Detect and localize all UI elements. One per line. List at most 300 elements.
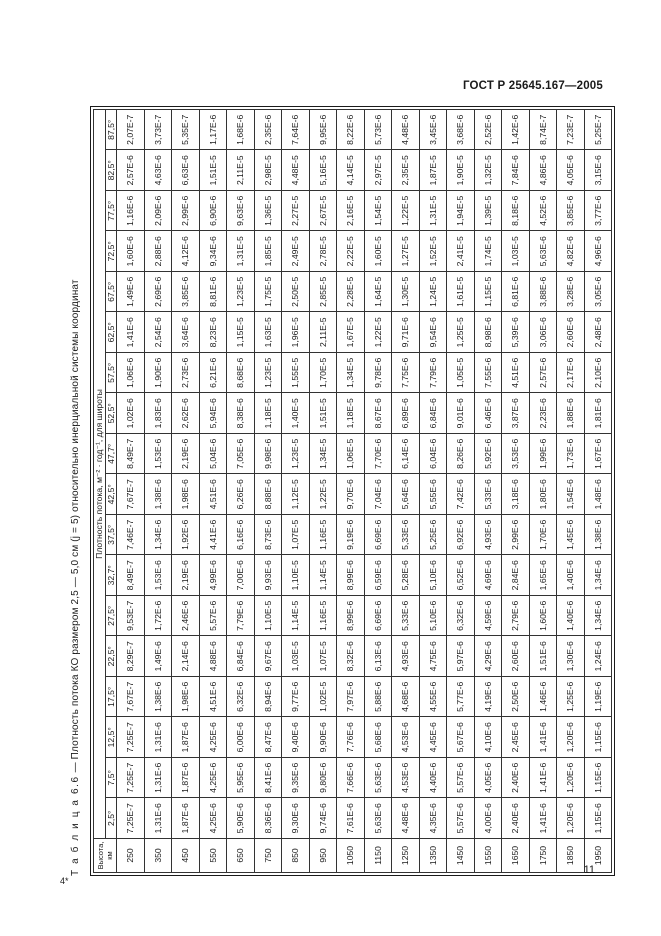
flux-cell: 4,99E-6 [199, 555, 227, 596]
flux-cell: 8,73E-6 [254, 515, 282, 556]
flux-cell: 1,55E-5 [282, 353, 310, 394]
flux-cell: 1,16E-6 [117, 191, 145, 232]
flux-cell: 1,88E-6 [557, 393, 585, 434]
flux-cell: 8,99E-6 [337, 555, 365, 596]
flux-cell: 7,23E-7 [557, 110, 585, 151]
flux-cell: 5,10E-6 [419, 555, 447, 596]
flux-cell: 9,35E-6 [282, 758, 310, 799]
flux-cell: 1,87E-5 [419, 150, 447, 191]
flux-cell: 2,98E-5 [254, 150, 282, 191]
flux-cell: 2,57E-6 [529, 353, 557, 394]
flux-cell: 7,67E-7 [117, 474, 145, 515]
flux-cell: 5,33E-6 [474, 474, 502, 515]
flux-cell: 1,20E-6 [557, 758, 585, 799]
flux-cell: 1,61E-5 [447, 272, 475, 313]
flux-cell: 9,40E-6 [282, 717, 310, 758]
flux-cell: 1,51E-6 [529, 636, 557, 677]
flux-cell: 9,95E-6 [309, 110, 337, 151]
flux-cell: 5,64E-6 [392, 474, 420, 515]
flux-cell: 4,25E-6 [199, 798, 227, 839]
flux-cell: 1,20E-6 [557, 798, 585, 839]
flux-cell: 7,05E-6 [227, 434, 255, 475]
flux-cell: 2,17E-6 [557, 353, 585, 394]
flux-cell: 8,88E-6 [254, 474, 282, 515]
flux-cell: 4,86E-6 [529, 150, 557, 191]
flux-cell: 2,10E-6 [584, 353, 612, 394]
flux-cell: 1,31E-5 [419, 191, 447, 232]
flux-cell: 6,13E-6 [364, 636, 392, 677]
flux-cell: 2,54E-6 [144, 312, 172, 353]
flux-cell: 1,03E-5 [282, 636, 310, 677]
table-frame [90, 106, 615, 876]
flux-cell: 1,42E-6 [502, 110, 530, 151]
flux-cell: 1,16E-5 [309, 596, 337, 637]
flux-cell: 2,52E-6 [474, 110, 502, 151]
flux-cell: 1,06E-6 [117, 353, 145, 394]
flux-cell: 4,51E-6 [199, 474, 227, 515]
flux-cell: 9,90E-6 [309, 717, 337, 758]
flux-cell: 5,63E-6 [529, 231, 557, 272]
flux-cell: 2,60E-6 [557, 312, 585, 353]
flux-cell: 1,31E-5 [227, 231, 255, 272]
flux-cell: 1,25E-5 [447, 312, 475, 353]
flux-cell: 1,87E-6 [172, 717, 200, 758]
flux-cell: 1,34E-5 [309, 434, 337, 475]
table-row [199, 110, 227, 873]
flux-cell: 5,97E-6 [447, 636, 475, 677]
table-row [474, 110, 502, 873]
flux-cell: 9,67E-6 [254, 636, 282, 677]
table-row [254, 110, 282, 873]
flux-cell: 4,48E-5 [282, 150, 310, 191]
height-cell: 1750 [529, 839, 557, 873]
flux-cell: 1,40E-6 [557, 596, 585, 637]
flux-cell: 3,05E-6 [584, 272, 612, 313]
flux-cell: 5,10E-6 [419, 596, 447, 637]
height-header [94, 839, 117, 873]
flux-cell: 1,30E-5 [392, 272, 420, 313]
flux-cell: 1,22E-5 [392, 191, 420, 232]
flux-cell: 3,87E-6 [502, 393, 530, 434]
flux-cell: 1,39E-5 [474, 191, 502, 232]
flux-cell: 4,68E-6 [392, 677, 420, 718]
flux-cell: 1,40E-6 [557, 555, 585, 596]
flux-cell: 4,82E-6 [557, 231, 585, 272]
flux-cell: 1,51E-5 [309, 393, 337, 434]
flux-cell: 1,45E-6 [557, 515, 585, 556]
flux-cell: 5,35E-7 [172, 110, 200, 151]
height-cell: 650 [227, 839, 255, 873]
flux-cell: 8,41E-6 [254, 758, 282, 799]
flux-cell: 8,26E-6 [447, 434, 475, 475]
flux-cell: 8,67E-6 [364, 393, 392, 434]
flux-cell: 1,52E-5 [419, 231, 447, 272]
flux-cell: 3,53E-6 [502, 434, 530, 475]
flux-cell: 1,17E-6 [199, 110, 227, 151]
flux-cell: 5,57E-6 [447, 798, 475, 839]
header-row-top [94, 110, 106, 873]
flux-cell: 1,10E-5 [282, 555, 310, 596]
flux-cell: 2,35E-5 [392, 150, 420, 191]
flux-cell: 9,77E-6 [282, 677, 310, 718]
flux-cell: 1,23E-5 [227, 272, 255, 313]
latitude-header: 17,5° [106, 677, 117, 718]
flux-cell: 8,32E-6 [337, 636, 365, 677]
flux-cell: 9,54E-6 [419, 312, 447, 353]
flux-cell: 1,16E-5 [309, 515, 337, 556]
flux-cell: 1,31E-6 [144, 717, 172, 758]
flux-cell: 1,34E-6 [144, 515, 172, 556]
table-row [144, 110, 172, 873]
flux-cell: 1,99E-6 [529, 434, 557, 475]
flux-cell: 7,04E-6 [364, 474, 392, 515]
flux-cell: 1,23E-5 [254, 353, 282, 394]
flux-cell: 3,15E-6 [584, 150, 612, 191]
flux-cell: 2,48E-6 [584, 312, 612, 353]
flux-cell: 2,88E-6 [144, 231, 172, 272]
table-body [117, 110, 612, 873]
flux-cell: 1,49E-6 [144, 636, 172, 677]
flux-cell: 1,10E-5 [254, 596, 282, 637]
flux-cell: 8,98E-6 [474, 312, 502, 353]
height-cell: 1250 [392, 839, 420, 873]
flux-cell: 6,89E-6 [392, 393, 420, 434]
flux-cell: 1,07E-5 [282, 515, 310, 556]
latitude-header: 32,7° [106, 555, 117, 596]
flux-cell: 4,53E-6 [392, 758, 420, 799]
flux-cell: 5,67E-6 [447, 717, 475, 758]
height-cell: 750 [254, 839, 282, 873]
flux-cell: 2,62E-6 [172, 393, 200, 434]
flux-cell: 5,57E-6 [199, 596, 227, 637]
flux-cell: 1,75E-5 [254, 272, 282, 313]
table-caption-text: — Плотность потока КО размером 2,5 — 5,0 см (j = 5) относительно инерциальной системы координат [70, 279, 81, 776]
flux-cell: 1,23E-5 [282, 434, 310, 475]
flux-cell: 1,34E-6 [584, 596, 612, 637]
flux-cell: 1,60E-6 [117, 231, 145, 272]
flux-cell: 1,67E-5 [337, 312, 365, 353]
flux-cell: 4,14E-5 [337, 150, 365, 191]
flux-cell: 1,90E-6 [144, 353, 172, 394]
flux-cell: 2,19E-6 [172, 555, 200, 596]
table-row [584, 110, 612, 873]
flux-cell: 8,94E-6 [254, 677, 282, 718]
flux-cell: 1,31E-6 [144, 758, 172, 799]
flux-cell: 1,12E-5 [282, 474, 310, 515]
table-row [364, 110, 392, 873]
flux-cell: 1,41E-6 [529, 758, 557, 799]
flux-cell: 4,41E-6 [199, 515, 227, 556]
flux-cell: 6,81E-6 [502, 272, 530, 313]
latitude-header: 52,5° [106, 393, 117, 434]
flux-cell: 9,01E-6 [447, 393, 475, 434]
flux-cell: 8,68E-6 [227, 353, 255, 394]
flux-cell: 1,15E-6 [584, 717, 612, 758]
flux-cell: 2,14E-6 [172, 636, 200, 677]
flux-cell: 3,73E-7 [144, 110, 172, 151]
flux-cell: 1,53E-6 [144, 555, 172, 596]
height-cell: 1150 [364, 839, 392, 873]
flux-cell: 6,26E-6 [227, 474, 255, 515]
flux-cell: 5,73E-6 [364, 110, 392, 151]
flux-cell: 1,34E-6 [584, 555, 612, 596]
flux-cell: 1,40E-5 [282, 393, 310, 434]
flux-cell: 1,70E-6 [529, 515, 557, 556]
flux-cell: 2,28E-5 [337, 272, 365, 313]
flux-cell: 2,69E-6 [144, 272, 172, 313]
flux-cell: 2,49E-5 [282, 231, 310, 272]
table-caption [70, 279, 81, 876]
flux-cell: 6,69E-6 [364, 596, 392, 637]
flux-cell: 5,33E-6 [392, 596, 420, 637]
flux-cell: 1,68E-6 [227, 110, 255, 151]
table-row [282, 110, 310, 873]
flux-cell: 5,94E-6 [199, 393, 227, 434]
flux-cell: 2,60E-6 [502, 636, 530, 677]
flux-cell: 4,51E-6 [502, 353, 530, 394]
flux-cell: 2,11E-5 [227, 150, 255, 191]
latitude-header: 2,5° [106, 798, 117, 839]
flux-cell: 6,69E-6 [364, 515, 392, 556]
flux-cell: 9,71E-6 [392, 312, 420, 353]
flux-cell: 7,61E-6 [337, 798, 365, 839]
flux-cell: 8,22E-6 [337, 110, 365, 151]
flux-cell: 6,04E-6 [419, 434, 447, 475]
flux-cell: 8,18E-6 [502, 191, 530, 232]
height-cell: 1550 [474, 839, 502, 873]
flux-cell: 8,74E-7 [529, 110, 557, 151]
flux-cell: 4,55E-6 [419, 677, 447, 718]
flux-cell: 1,36E-5 [254, 191, 282, 232]
flux-cell: 1,38E-6 [144, 677, 172, 718]
flux-cell: 2,85E-5 [309, 272, 337, 313]
flux-cell: 6,16E-6 [227, 515, 255, 556]
flux-cell: 7,42E-6 [447, 474, 475, 515]
flux-cell: 1,24E-5 [419, 272, 447, 313]
flux-cell: 8,29E-7 [117, 636, 145, 677]
flux-cell: 7,25E-7 [117, 717, 145, 758]
flux-cell: 8,36E-6 [254, 798, 282, 839]
flux-cell: 1,60E-6 [529, 596, 557, 637]
flux-cell: 6,63E-6 [172, 150, 200, 191]
flux-cell: 1,14E-5 [282, 596, 310, 637]
table-row [392, 110, 420, 873]
flux-cell: 8,47E-6 [254, 717, 282, 758]
flux-cell: 4,00E-6 [474, 798, 502, 839]
flux-cell: 5,77E-6 [447, 677, 475, 718]
flux-cell: 1,74E-5 [474, 231, 502, 272]
table-row [529, 110, 557, 873]
latitude-header: 77,5° [106, 191, 117, 232]
flux-cell: 9,93E-6 [254, 555, 282, 596]
flux-cell: 5,63E-6 [364, 758, 392, 799]
flux-cell: 1,41E-6 [529, 717, 557, 758]
flux-cell: 4,40E-6 [419, 758, 447, 799]
flux-cell: 4,29E-6 [474, 636, 502, 677]
flux-cell: 1,22E-5 [309, 474, 337, 515]
flux-cell: 1,54E-5 [364, 191, 392, 232]
flux-cell: 5,25E-6 [419, 515, 447, 556]
flux-cell: 5,88E-6 [364, 677, 392, 718]
flux-cell: 1,85E-5 [254, 231, 282, 272]
flux-cell: 1,65E-6 [529, 555, 557, 596]
flux-cell: 1,30E-6 [557, 636, 585, 677]
flux-cell: 4,75E-6 [419, 636, 447, 677]
flux-cell: 1,31E-6 [144, 798, 172, 839]
latitude-header: 47,7° [106, 434, 117, 475]
flux-cell: 2,84E-6 [502, 555, 530, 596]
flux-cell: 7,67E-7 [117, 677, 145, 718]
flux-cell: 5,95E-6 [227, 758, 255, 799]
flux-cell: 1,87E-6 [172, 758, 200, 799]
flux-cell: 7,00E-6 [227, 555, 255, 596]
flux-cell: 5,39E-6 [502, 312, 530, 353]
flux-cell: 1,60E-5 [364, 231, 392, 272]
flux-cell: 1,32E-5 [474, 150, 502, 191]
flux-cell: 3,18E-6 [502, 474, 530, 515]
flux-cell: 1,15E-5 [227, 312, 255, 353]
flux-cell: 2,19E-6 [172, 434, 200, 475]
flux-cell: 1,53E-6 [144, 434, 172, 475]
flux-cell: 1,24E-6 [584, 636, 612, 677]
flux-cell: 4,88E-6 [199, 636, 227, 677]
flux-cell: 6,21E-6 [199, 353, 227, 394]
flux-cell: 2,46E-6 [172, 596, 200, 637]
flux-cell: 8,99E-6 [337, 596, 365, 637]
flux-cell: 1,98E-6 [172, 474, 200, 515]
flux-cell: 2,67E-5 [309, 191, 337, 232]
flux-cell: 4,63E-6 [144, 150, 172, 191]
flux-cell: 5,04E-6 [199, 434, 227, 475]
latitude-header: 37,5° [106, 515, 117, 556]
flux-cell: 1,03E-5 [502, 231, 530, 272]
flux-cell: 2,79E-6 [502, 596, 530, 637]
flux-cell: 1,14E-5 [309, 555, 337, 596]
latitude-header-row [106, 110, 117, 873]
flux-cell: 4,93E-6 [392, 636, 420, 677]
flux-cell: 1,05E-5 [447, 353, 475, 394]
flux-cell: 1,41E-6 [117, 312, 145, 353]
flux-cell: 4,05E-6 [557, 150, 585, 191]
flux-cell: 1,25E-6 [557, 677, 585, 718]
flux-cell: 6,90E-6 [199, 191, 227, 232]
flux-cell: 2,07E-7 [117, 110, 145, 151]
flux-cell: 1,98E-6 [172, 677, 200, 718]
flux-cell: 1,49E-6 [117, 272, 145, 313]
flux-cell: 1,83E-6 [144, 393, 172, 434]
height-cell: 1050 [337, 839, 365, 873]
height-header-line1: Высота, [96, 841, 105, 870]
flux-cell: 8,23E-6 [199, 312, 227, 353]
flux-cell: 9,53E-7 [117, 596, 145, 637]
flux-cell: 1,67E-6 [584, 434, 612, 475]
height-header-line2: км [105, 851, 114, 860]
flux-cell: 2,99E-6 [172, 191, 200, 232]
height-cell: 550 [199, 839, 227, 873]
flux-cell: 7,97E-6 [337, 677, 365, 718]
flux-cell: 1,02E-5 [309, 677, 337, 718]
flux-cell: 3,77E-6 [584, 191, 612, 232]
flux-cell: 1,73E-6 [557, 434, 585, 475]
height-cell: 1850 [557, 839, 585, 873]
flux-cell: 2,22E-5 [337, 231, 365, 272]
flux-cell: 2,40E-6 [502, 798, 530, 839]
flux-cell: 1,27E-5 [392, 231, 420, 272]
flux-cell: 4,96E-6 [584, 231, 612, 272]
flux-cell: 7,25E-7 [117, 758, 145, 799]
flux-cell: 7,64E-6 [282, 110, 310, 151]
flux-cell: 2,27E-5 [282, 191, 310, 232]
flux-cell: 3,64E-6 [172, 312, 200, 353]
flux-cell: 1,15E-6 [584, 798, 612, 839]
flux-cell: 1,72E-6 [144, 596, 172, 637]
flux-cell: 1,19E-6 [584, 677, 612, 718]
flux-cell: 1,64E-5 [364, 272, 392, 313]
flux-cell: 2,57E-6 [117, 150, 145, 191]
flux-cell: 1,34E-5 [337, 353, 365, 394]
flux-cell: 1,07E-5 [309, 636, 337, 677]
flux-cell: 4,53E-6 [392, 717, 420, 758]
flux-cell: 9,63E-6 [227, 191, 255, 232]
flux-cell: 1,18E-5 [254, 393, 282, 434]
table-row [337, 110, 365, 873]
flux-cell: 6,32E-6 [227, 677, 255, 718]
flux-cell: 1,90E-5 [447, 150, 475, 191]
flux-cell: 4,51E-6 [199, 677, 227, 718]
flux-cell: 1,63E-5 [254, 312, 282, 353]
flux-cell: 4,69E-6 [474, 555, 502, 596]
flux-cell: 2,50E-6 [502, 677, 530, 718]
document-id: ГОСТ Р 25645.167—2005 [462, 80, 603, 92]
page-number: 11 [583, 864, 595, 876]
flux-cell: 9,34E-6 [199, 231, 227, 272]
flux-cell: 1,51E-5 [199, 150, 227, 191]
flux-cell: 9,98E-6 [254, 434, 282, 475]
flux-cell: 5,25E-7 [584, 110, 612, 151]
flux-cell: 8,49E-7 [117, 555, 145, 596]
corner-mark: 4* [60, 876, 69, 886]
table-row [502, 110, 530, 873]
table-row [117, 110, 145, 873]
flux-cell: 5,90E-6 [227, 798, 255, 839]
flux-cell: 1,02E-6 [117, 393, 145, 434]
table-row [309, 110, 337, 873]
flux-cell: 4,25E-6 [199, 758, 227, 799]
flux-cell: 1,48E-6 [584, 474, 612, 515]
flux-cell: 8,81E-6 [199, 272, 227, 313]
flux-header: Плотность потока, м⁻² · год⁻¹, для широты [94, 110, 106, 839]
latitude-header: 7,5° [106, 758, 117, 799]
flux-cell: 5,28E-6 [392, 555, 420, 596]
flux-cell: 2,45E-6 [502, 717, 530, 758]
flux-cell: 9,74E-6 [309, 798, 337, 839]
latitude-header: 22,5° [106, 636, 117, 677]
flux-cell: 9,70E-6 [337, 474, 365, 515]
flux-cell: 1,38E-6 [144, 474, 172, 515]
flux-cell: 9,80E-6 [309, 758, 337, 799]
flux-cell: 5,92E-6 [474, 434, 502, 475]
latitude-header: 87,5° [106, 110, 117, 151]
flux-cell: 3,28E-6 [557, 272, 585, 313]
flux-cell: 1,15E-6 [584, 758, 612, 799]
height-cell: 1450 [447, 839, 475, 873]
flux-cell: 2,23E-6 [529, 393, 557, 434]
flux-cell: 1,92E-6 [172, 515, 200, 556]
height-cell: 250 [117, 839, 145, 873]
flux-cell: 4,48E-6 [392, 110, 420, 151]
flux-cell: 1,70E-5 [309, 353, 337, 394]
flux-cell: 1,80E-6 [529, 474, 557, 515]
